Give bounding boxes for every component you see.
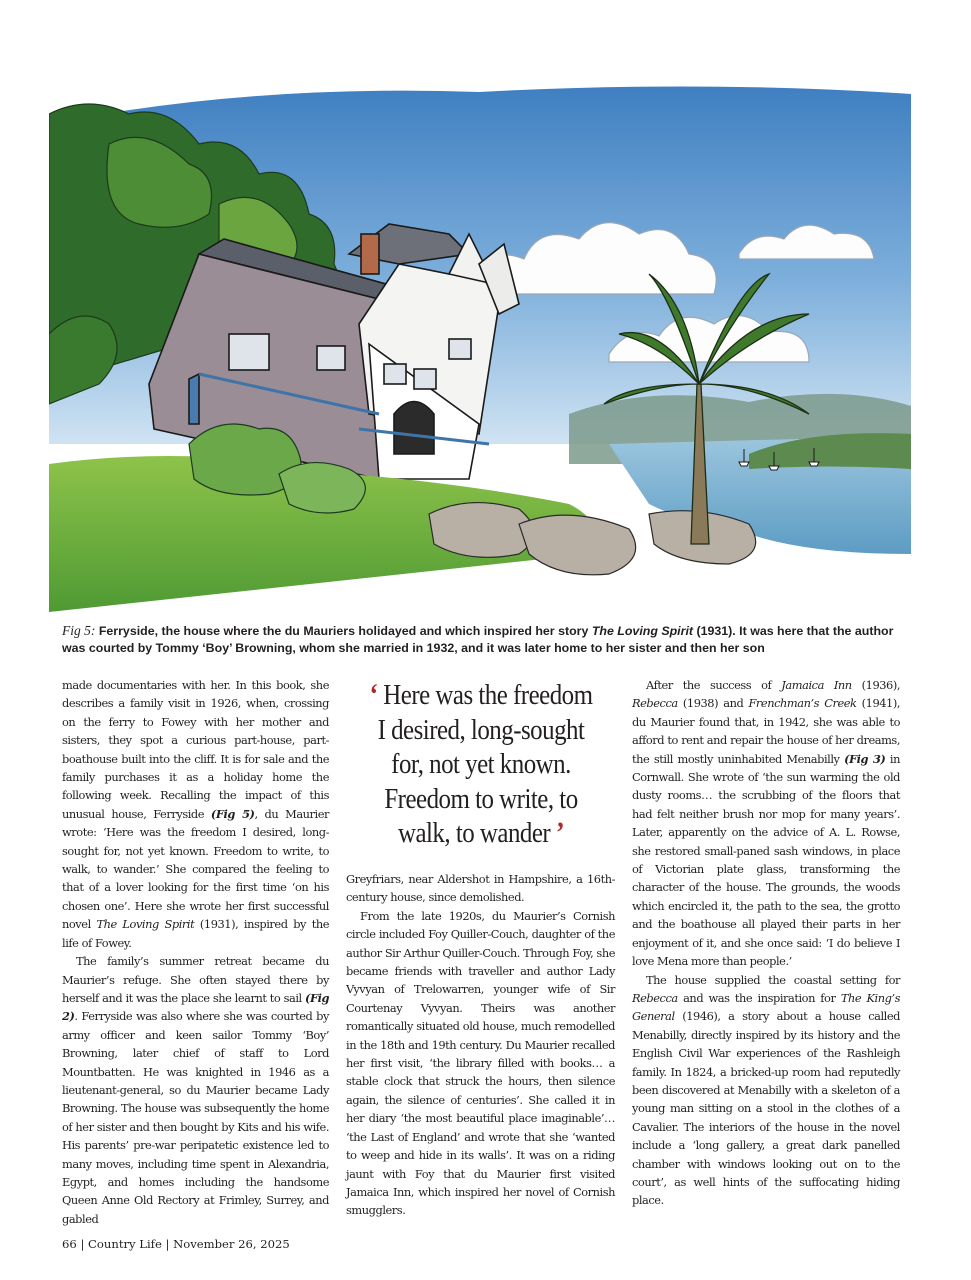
paragraph: Greyfriars, near Aldershot in Hampshire, a 16th-century house, since demolished. xyxy=(346,872,615,905)
figure-ref: (Fig 2) xyxy=(62,990,330,1024)
watercolour-painting xyxy=(49,84,911,612)
book-title: Rebecca xyxy=(632,990,678,1005)
close-quote-mark: ’ xyxy=(555,816,565,849)
caption-text-a: Ferryside, the house where the du Mauriers holidayed and which inspired her story xyxy=(98,624,589,638)
page-folio: 66 | Country Life | November 26, 2025 xyxy=(62,1237,290,1251)
figure-ref: (Fig 5) xyxy=(210,806,255,821)
figure-caption xyxy=(62,622,902,657)
ferryside-illustration xyxy=(49,84,911,612)
article-column-2 xyxy=(346,870,615,1220)
paragraph: From the late 1920s, du Maurier’s Cornish circle included Foy Quiller-Couch, daughter of the author Sir Arthur Quiller-Couch. Through Foy, she became friends with traveller and author Lady Vyvyan of Trelowarren, younger wife of Sir Courtenay Vyvyan. Theirs was another romantically situated old house, much remodelled in the 18th and 19th century. Du Maurier recalled her first visit, ‘the library filled with books… a stable clock that struck the hours, then silence again, the silence of centuries’. She called it in her diary ‘the most beautiful place imaginable’… ‘the Last of England’ and wrote that she ‘wanted to weep and hide in its walls’. It was on a riding jaunt with Foy that du Maurier first visited Jamaica Inn, which inspired her novel of Cornish smugglers. xyxy=(346,908,615,1218)
pull-quote xyxy=(365,678,597,851)
paragraph: The house supplied the coastal setting for Rebecca and was the inspiration for The King’s General (1946), a story about a house called Menabilly, directly inspired by its history and the English Civil War experiences of the Rashleigh family. In 1824, a bricked-up room had reputedly been discovered at Menabilly with a skeleton of a young man sitting on a stool in the clothes of a Cavalier. The interiors of the house in the novel include a ‘long gallery, a great dark panelled chamber with windows looking out on to the court’, as well hints of the suffocating hiding place. xyxy=(632,972,901,1208)
caption-text-b: (1931). It was here that the author was courted by Tommy ‘Boy’ Browning, whom she married in 1932, and it was later home to her sister and then her son xyxy=(62,624,894,655)
book-title: Rebecca xyxy=(632,696,678,711)
book-title: The King’s General xyxy=(632,990,901,1024)
paragraph: The family’s summer retreat became du Maurier’s refuge. She often stayed there by herself and it was the place she learnt to sail (Fig 2). Ferryside was also where she was courted by army officer and keen sailor Tommy ‘Boy’ Browning, later chief of staff to Lord Mountbatten. He was knighted in 1946 as a lieutenant-general, so du Maurier became Lady Browning. The house was subsequently the home of her sister and then bought by Kits and his wife. His parents’ pre-war peripatetic existence led to many moves, including time spent in Alexandria, Egypt, and homes including the handsome Queen Anne Old Rectory at Frimley, Surrey, and gabled xyxy=(62,954,330,1226)
figure-ref: (Fig 3) xyxy=(844,751,886,766)
pull-quote-text: Here was the freedom I desired, long-sought for, not yet known. Freedom to write, to walk, to wander xyxy=(377,679,593,849)
article-column-3 xyxy=(632,676,900,1210)
book-title: Jamaica Inn xyxy=(781,678,852,692)
figure-label: Fig 5: xyxy=(62,623,96,638)
paragraph: After the success of Jamaica Inn (1936), Rebecca (1938) and Frenchman’s Creek (1941), du Maurier found that, in 1942, she was able to afford to rent and repair the house of her dreams, the still mostly uninhabited Menabilly (Fig 3) in Cornwall. She wrote of ‘the sun warming the old dusty rooms… the scrubbing of the floors that had felt neither brush nor mop for many years’. Later, apparently on the advice of A. L. Rowse, she restored small-paned sash windows, in place of Victorian plate glass, transforming the character of the house. The grounds, the woods which encircled it, the path to the sea, the grotto and the boathouse all played their parts in her enjoyment of it, and she once said: ‘I do believe I love Mena more than people.’ xyxy=(632,678,901,969)
article-column-1 xyxy=(62,676,329,1228)
book-title: The Loving Spirit xyxy=(96,917,195,932)
caption-title: The Loving Spirit xyxy=(591,624,694,638)
book-title: Frenchman’s Creek xyxy=(748,696,857,711)
paragraph: made documentaries with her. In this book, she describes a family visit in 1926, when, crossing on the ferry to Fowey with her mother and sisters, they spot a curious part-house, part-boathouse built into the cliff. It is for sale and the family purchases it as a holiday home the following week. Recalling the impact of this unusual house, Ferryside (Fig 5), du Maurier wrote: ‘Here was the freedom I desired, long-sought for, not yet known. Freedom to write, to walk, to wander.’ She compared the feeling to that of a lover looking for the first time ‘on his chosen one’. Here she wrote her first successful novel The Loving Spirit (1931), inspired by the life of Fowey. xyxy=(62,678,330,950)
open-quote-mark: ‘ xyxy=(369,678,378,711)
